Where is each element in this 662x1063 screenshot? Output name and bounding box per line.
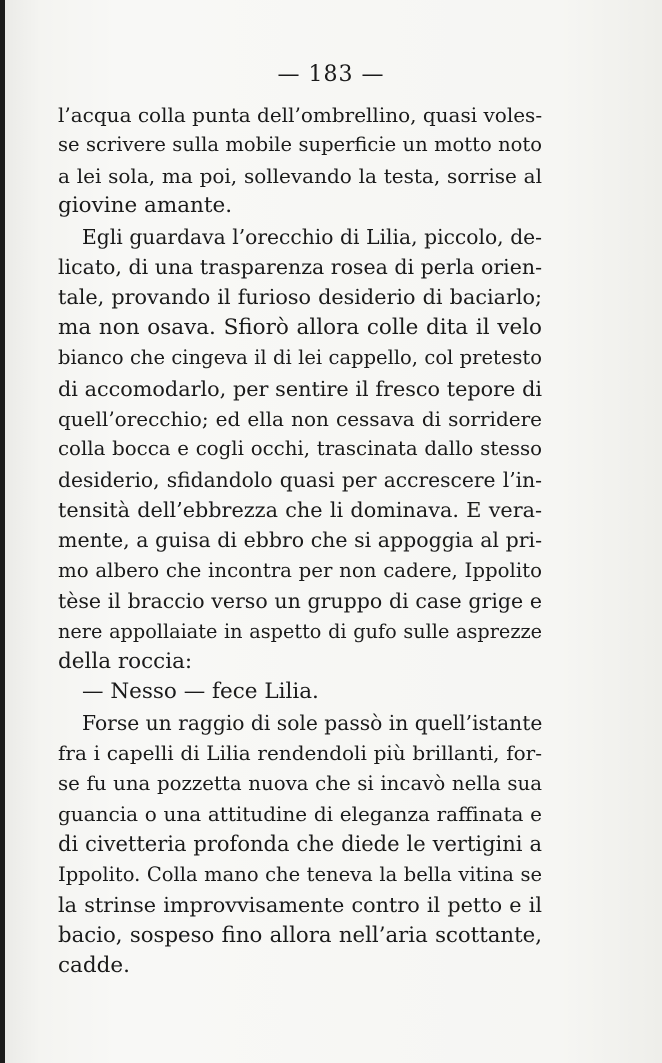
text-line: cadde.: [58, 952, 130, 978]
text-line: guancia o una attitudine di eleganza raffinata e: [58, 801, 542, 826]
text-line: tale, provando il furioso desiderio di baciarlo;: [58, 285, 542, 310]
text-line: tensità dell’ebbrezza che li dominava. E vera-: [58, 498, 542, 523]
text-line: a lei sola, ma poi, sollevando la testa, sorrise al: [58, 163, 542, 188]
text-line: desiderio, sfidandolo quasi per accrescere l’in-: [58, 467, 542, 492]
text-line: Ippolito. Colla mano che teneva la bella vitina se: [58, 862, 542, 886]
text-line: Forse un raggio di sole passò in quell’istante: [82, 710, 543, 735]
text-line: la strinse improvvisamente contro il petto e il: [58, 893, 542, 918]
body-text: [58, 100, 542, 981]
binding-edge: [0, 0, 5, 1063]
text-line: bianco che cingeva il di lei cappello, col pretesto: [58, 346, 542, 370]
text-line: di accomodarlo, per sentire il fresco tepore di: [58, 376, 542, 401]
text-line: l’acqua colla punta dell’ombrellino, quasi voles-: [58, 103, 543, 127]
text-line: di civetteria profonda che diede le vertigini a: [58, 832, 542, 857]
text-line: se fu una pozzetta nuova che si incavò nella sua: [58, 771, 542, 795]
page-number: — 183 —: [277, 62, 385, 87]
text-line: colla bocca e cogli occhi, trascinata dallo stesso: [58, 437, 542, 461]
text-line: bacio, sospeso fino allora nell’aria scottante,: [58, 922, 542, 948]
text-line: Egli guardava l’orecchio di Lilia, piccolo, de-: [82, 224, 542, 249]
text-line: nere appollaiate in aspetto di gufo sulle asprezze: [58, 619, 542, 643]
text-line: se scrivere sulla mobile superficie un motto noto: [58, 133, 542, 157]
text-line: licato, di una trasparenza rosea di perla orien-: [58, 254, 542, 279]
text-line: — Nesso — fece Lilia.: [82, 679, 319, 705]
text-line: giovine amante.: [58, 193, 233, 219]
text-line: ma non osava. Sfiorò allora colle dita il velo: [58, 314, 542, 340]
text-line: mente, a guisa di ebbro che si appoggia al pri-: [58, 528, 542, 553]
text-line: della roccia:: [58, 649, 193, 675]
text-line: tèse il braccio verso un gruppo di case grige e: [58, 589, 542, 614]
text-line: fra i capelli di Lilia rendendoli più brillanti, for-: [58, 741, 542, 766]
text-line: mo albero che incontra per non cadere, Ippolito: [58, 558, 542, 582]
text-line: quell’orecchio; ed ella non cessava di sorridere: [58, 406, 542, 431]
